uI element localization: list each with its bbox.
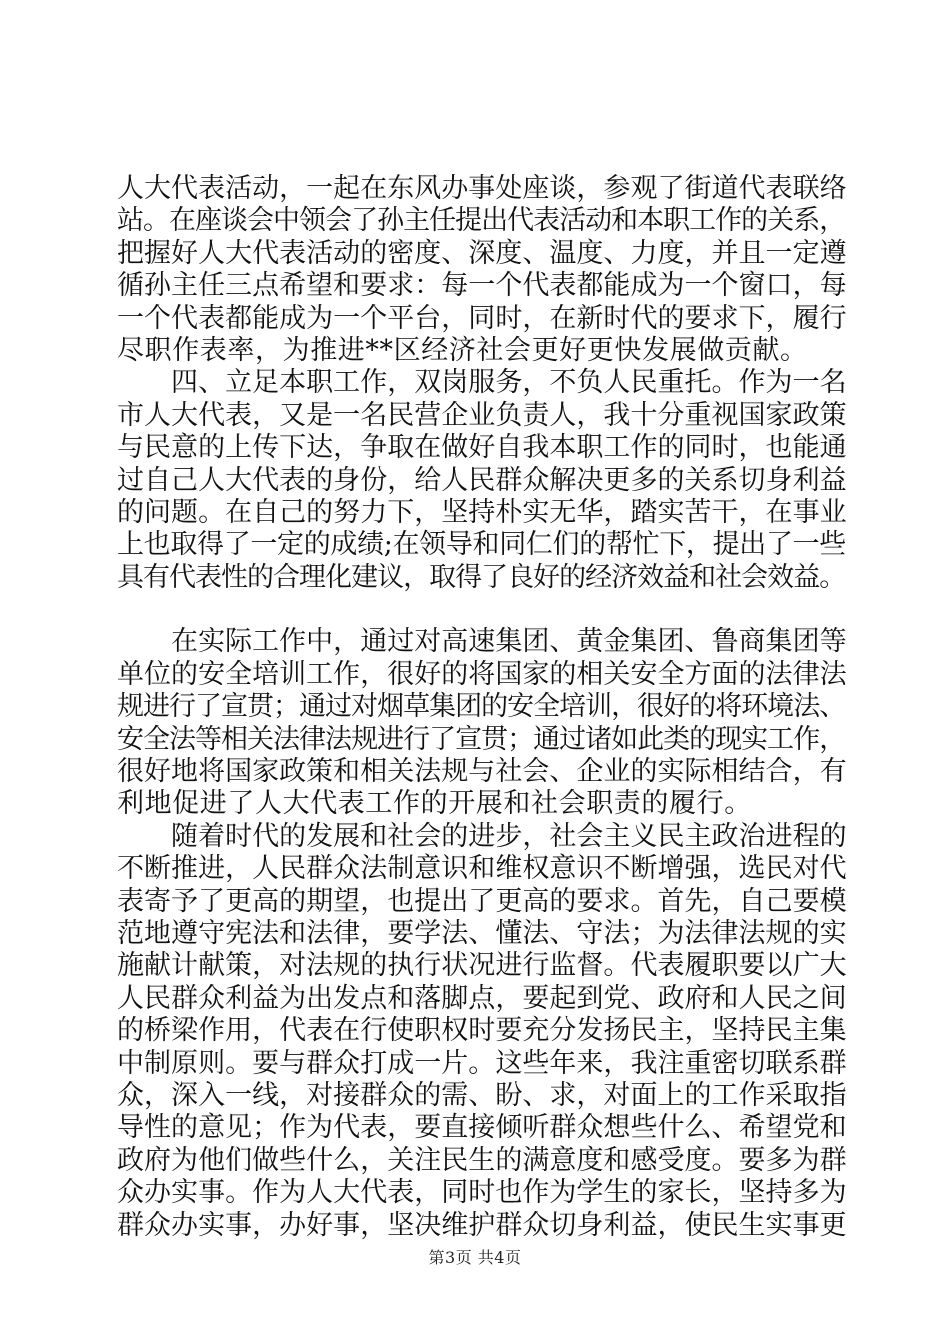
text-line: 表寄予了更高的期望，也提出了更高的要求。首先，自己要模: [117, 885, 847, 917]
text-line: 人大代表活动，一起在东风办事处座谈，参观了街道代表联络: [117, 173, 847, 204]
text-line: 范地遵守宪法和法律，要学法、懂法、守法；为法律法规的实: [117, 917, 847, 949]
text-line: 利地促进了人大代表工作的开展和社会职责的履行。: [117, 788, 752, 820]
text-line: 在实际工作中，通过对高速集团、黄金集团、鲁商集团等: [117, 626, 847, 658]
text-line: 循孙主任三点希望和要求：每一个代表都能成为一个窗口，每: [117, 270, 847, 302]
text-line: 群众办实事，办好事，坚决维护群众切身利益，使民生实事更: [117, 1209, 847, 1241]
document-body: [117, 173, 847, 1242]
text-line: 施献计献策，对法规的执行状况进行监督。代表履职要以广大: [117, 950, 847, 982]
text-line: 一个代表都能成为一个平台，同时，在新时代的要求下，履行: [117, 302, 847, 334]
text-line: 很好地将国家政策和相关法规与社会、企业的实际相结合，有: [117, 756, 847, 788]
text-line: 四、立足本职工作，双岗服务，不负人民重托。作为一名: [117, 367, 847, 399]
text-line: 众办实事。作为人大代表，同时也作为学生的家长，坚持多为: [117, 1177, 847, 1209]
text-line: 过自己人大代表的身份，给人民群众解决更多的关系切身利益: [117, 464, 847, 496]
text-line: 不断推进，人民群众法制意识和维权意识不断增强，选民对代: [117, 853, 847, 885]
text-line: 的问题。在自己的努力下，坚持朴实无华，踏实苦干，在事业: [117, 496, 847, 528]
text-line: 政府为他们做些什么，关注民生的满意度和感受度。要多为群: [117, 1144, 847, 1176]
text-line: 规进行了宣贯；通过对烟草集团的安全培训，很好的将环境法、: [117, 691, 846, 723]
text-line: 中制原则。要与群众打成一片。这些年来，我注重密切联系群: [117, 1047, 847, 1079]
text-line: 与民意的上传下达，争取在做好自我本职工作的同时，也能通: [117, 432, 847, 464]
text-line: 具有代表性的合理化建议，取得了良好的经济效益和社会效益。: [117, 561, 846, 593]
text-line: 的桥梁作用，代表在行使职权时要充分发扬民主，坚持民主集: [117, 1015, 847, 1047]
text-line: 众，深入一线，对接群众的需、盼、求，对面上的工作采取指: [117, 1079, 847, 1111]
text-line: 导性的意见；作为代表，要直接倾听群众想些什么、希望党和: [117, 1112, 847, 1144]
page-number-footer: 第3页 共4页: [428, 1248, 522, 1267]
paragraph-gap: [117, 594, 847, 626]
text-line: 随着时代的发展和社会的进步，社会主义民主政治进程的: [117, 820, 847, 852]
text-line: 人民群众利益为出发点和落脚点，要起到党、政府和人民之间: [117, 982, 847, 1014]
text-line: 市人大代表，又是一名民营企业负责人，我十分重视国家政策: [117, 399, 847, 431]
text-line: 上也取得了一定的成绩;在领导和同仁们的帮忙下，提出了一些: [117, 529, 846, 561]
text-line: 站。在座谈会中领会了孙主任提出代表活动和本职工作的关系，: [117, 205, 846, 237]
text-line: 单位的安全培训工作，很好的将国家的相关安全方面的法律法: [117, 658, 847, 690]
text-line: 安全法等相关法律法规进行了宣贯；通过诸如此类的现实工作，: [117, 723, 846, 755]
text-line: 把握好人大代表活动的密度、深度、温度、力度，并且一定遵: [117, 237, 847, 269]
text-line: 尽职作表率，为推进**区经济社会更好更快发展做贡献。: [117, 334, 808, 366]
